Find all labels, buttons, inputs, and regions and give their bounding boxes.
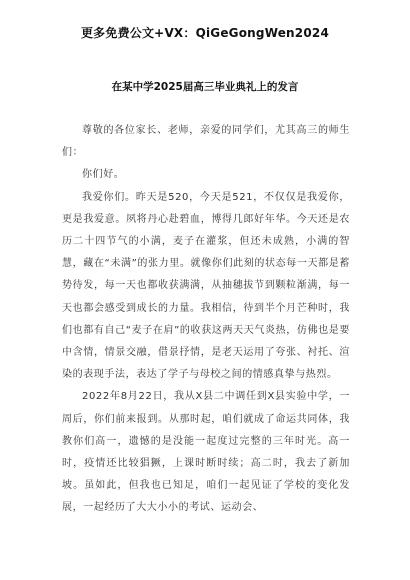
body-paragraph: 2022年8月22日，我从X县二中调任到X县实验中学，一周后，你们前来报到。从那时起，咱们就成了命运共同体，我教你们高一，遗憾的是没能一起度过完整的三年时光。高一时，疫情还比较猖獗，上课时断时续；高二时，我去了新加坡。虽如此，但我也已知足，咱们一起见证了学校的变化发展，一起经历了大大小小的考试、运动会、: [62, 391, 350, 514]
document-title: 在某中学2025届高三毕业典礼上的发言: [111, 81, 299, 93]
body-paragraph: 我爱你们。昨天是520，今天是521，不仅仅是我爱你，更是我爱意。夙将丹心赴碧血，博得几郎好年华。今天还是农历二十四节气的小满，麦子在灌浆，但还未成熟，小满的智慧，藏在“未满”的张力里。就像你们此刻的状态每一天都是蓄势待发，每一天也都收获满满，从抽穗拔节到颗粒渐满，每一天也都会感受到成长的力量。我相信，待到半个月芒种时，我们也都有自己“麦子在肩”的收获这两天天气炎热，仿佛也是要中含情，情景交融，借景抒情，是老天运用了夸张、衬托、渲染的表现手法，表达了学子与母校之间的情感真挚与热烈。: [62, 191, 350, 381]
greeting-paragraph: 你们好。: [82, 169, 125, 181]
salutation-paragraph: 尊敬的各位家长、老师，亲爱的同学们，尤其高三的师生们：: [62, 125, 350, 159]
promo-banner: 更多免费公文+VX：QiGeGongWen2024: [80, 26, 329, 40]
document-body: [62, 120, 350, 520]
